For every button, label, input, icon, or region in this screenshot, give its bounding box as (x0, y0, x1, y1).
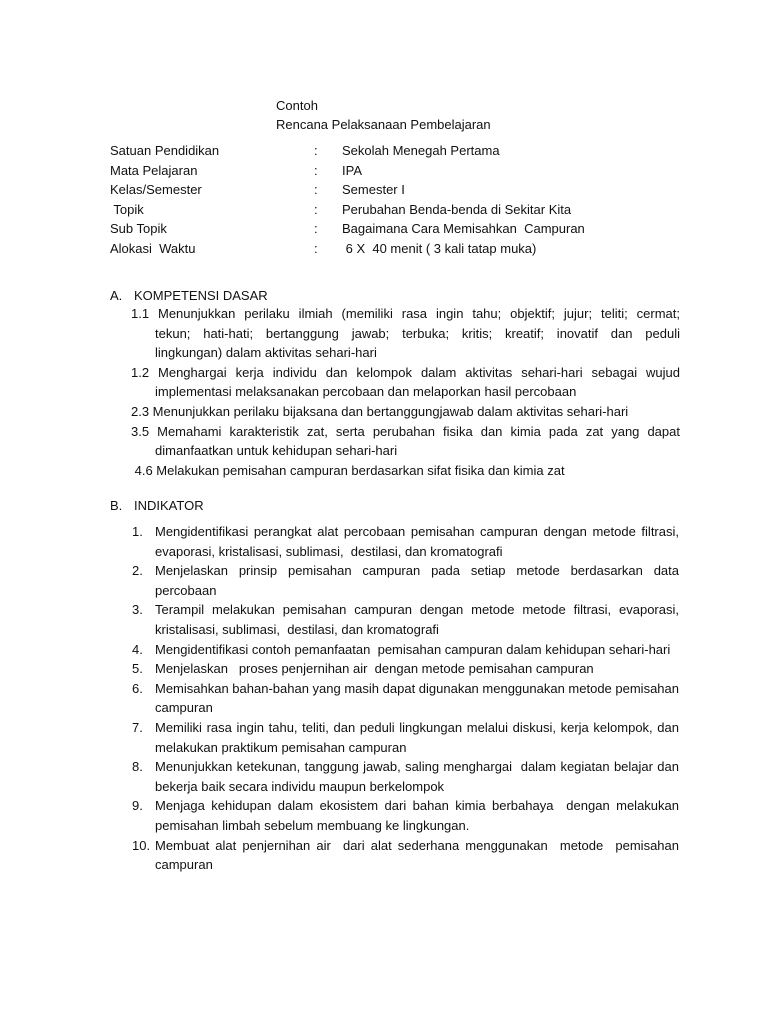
indikator-number: 6. (132, 680, 143, 696)
kompetensi-line: 1.2 Menghargai kerja individu dan kelompok dalam aktivitas sehari-hari sebagai wujud (131, 364, 680, 380)
identity-label: Satuan Pendidikan (110, 143, 220, 158)
identity-row (110, 239, 710, 259)
indikator-line: Menjaga kehidupan dalam ekosistem dari bahan kimia berbahaya dengan melakukan (155, 798, 679, 814)
indikator-text (155, 796, 679, 835)
document-title (276, 96, 491, 134)
kompetensi-item (131, 363, 680, 402)
indikator-item (132, 836, 679, 875)
indikator-item (132, 561, 679, 600)
identity-row (110, 161, 710, 181)
kompetensi-line: lingkungan) dalam aktivitas sehari-hari (155, 345, 377, 361)
identity-row (110, 219, 710, 239)
identity-label: Topik (110, 201, 144, 217)
section-b-title: INDIKATOR (134, 498, 204, 513)
indikator-list (132, 522, 679, 875)
identity-value: IPA (342, 162, 362, 178)
identity-value: 6 X 40 menit ( 3 kali tatap muka) (342, 240, 537, 256)
indikator-line: evaporasi, kristalisasi, sublimasi, destilasi, dan kromatografi (155, 543, 503, 559)
indikator-line: percobaan (155, 582, 217, 598)
identity-table (110, 141, 710, 259)
kompetensi-line: 4.6 Melakukan pemisahan campuran berdasarkan sifat fisika dan kimia zat (131, 462, 565, 478)
indikator-line: Terampil melakukan pemisahan campuran dengan metode metode filtrasi, evaporasi, (155, 602, 679, 618)
indikator-line: Menunjukkan ketekunan, tanggung jawab, saling menghargai dalam kegiatan belajar dan (155, 759, 679, 775)
indikator-text (155, 836, 679, 875)
indikator-line: Mengidentifikasi contoh pemanfaatan pemisahan campuran dalam kehidupan sehari-hari (155, 641, 671, 657)
indikator-line: bekerja baik secara individu maupun berkelompok (155, 778, 445, 794)
indikator-line: Memisahkan bahan-bahan yang masih dapat digunakan menggunakan metode pemisahan (155, 680, 679, 696)
indikator-line: pemisahan limbah sebelum membuang ke lingkungan. (155, 817, 470, 833)
identity-colon: : (314, 182, 318, 198)
kompetensi-dasar-list (131, 304, 680, 480)
kompetensi-line: dimanfaatkan untuk kehidupan sehari-hari (155, 443, 398, 459)
kompetensi-line: 3.5 Memahami karakteristik zat, serta perubahan fisika dan kimia pada zat yang dapat (131, 423, 680, 439)
title-line-1: Contoh (276, 98, 318, 113)
section-a-title: KOMPETENSI DASAR (134, 288, 268, 303)
indikator-text (155, 757, 679, 796)
identity-row (110, 141, 710, 161)
identity-label: Sub Topik (110, 221, 167, 237)
indikator-text (155, 659, 679, 679)
title-line-2: Rencana Pelaksanaan Pembelajaran (276, 117, 491, 132)
indikator-number: 7. (132, 719, 143, 735)
indikator-item (132, 640, 679, 660)
section-b-heading (110, 496, 204, 515)
indikator-line: kristalisasi, sublimasi, destilasi, dan kromatografi (155, 621, 439, 637)
kompetensi-item (131, 402, 680, 422)
kompetensi-line: 1.1 Menunjukkan perilaku ilmiah (memiliki rasa ingin tahu; objektif; jujur; teliti; cermat; (131, 306, 680, 321)
indikator-text (155, 679, 679, 718)
identity-value: Sekolah Menegah Pertama (342, 143, 500, 158)
identity-label: Alokasi Waktu (110, 240, 196, 256)
indikator-number: 10. (132, 837, 151, 853)
indikator-line: campuran (155, 700, 213, 716)
indikator-text (155, 600, 679, 639)
indikator-number: 8. (132, 759, 143, 775)
identity-label: Mata Pelajaran (110, 162, 198, 178)
section-a-heading (110, 286, 268, 305)
indikator-number: 5. (132, 661, 143, 677)
indikator-line: melakukan praktikum pemisahan campuran (155, 739, 407, 755)
indikator-text (155, 718, 679, 757)
identity-value: Perubahan Benda-benda di Sekitar Kita (342, 201, 572, 217)
identity-label: Kelas/Semester (110, 182, 202, 198)
kompetensi-line: tekun; hati-hati; bertanggung jawab; terbuka; kritis; kreatif; inovatif dan peduli (155, 325, 680, 341)
indikator-line: Menjelaskan proses penjernihan air dengan metode pemisahan campuran (155, 661, 594, 677)
indikator-text (155, 561, 679, 600)
indikator-number: 4. (132, 641, 143, 657)
identity-colon: : (314, 240, 318, 256)
identity-colon: : (314, 143, 318, 158)
indikator-number: 1. (132, 524, 143, 539)
indikator-text (155, 640, 679, 660)
indikator-item (132, 659, 679, 679)
section-b-letter: B. (110, 498, 123, 513)
indikator-text (155, 522, 679, 561)
indikator-item (132, 718, 679, 757)
indikator-number: 2. (132, 563, 143, 579)
kompetensi-line: 2.3 Menunjukkan perilaku bijaksana dan bertanggungjawab dalam aktivitas sehari-hari (131, 403, 629, 419)
indikator-number: 9. (132, 798, 143, 814)
indikator-line: Memiliki rasa ingin tahu, teliti, dan peduli lingkungan melalui diskusi, kerja kelompok, dan (155, 719, 679, 735)
identity-row (110, 180, 710, 200)
kompetensi-line: implementasi melaksanakan percobaan dan melaporkan hasil percobaan (155, 384, 577, 400)
kompetensi-item (131, 461, 680, 481)
indikator-item (132, 679, 679, 718)
identity-colon: : (314, 221, 318, 237)
indikator-item (132, 757, 679, 796)
identity-colon: : (314, 162, 318, 178)
indikator-line: Mengidentifikasi perangkat alat percobaan pemisahan campuran dengan metode filtrasi, (155, 524, 679, 539)
indikator-item (132, 522, 679, 561)
identity-colon: : (314, 201, 318, 217)
indikator-number: 3. (132, 602, 143, 618)
indikator-line: Menjelaskan prinsip pemisahan campuran pada setiap metode berdasarkan data (155, 563, 679, 579)
indikator-item (132, 600, 679, 639)
kompetensi-item (131, 422, 680, 461)
section-a-letter: A. (110, 288, 123, 303)
identity-value: Bagaimana Cara Memisahkan Campuran (342, 221, 585, 237)
identity-value: Semester I (342, 182, 405, 198)
indikator-line: campuran (155, 857, 213, 873)
indikator-item (132, 796, 679, 835)
indikator-line: Membuat alat penjernihan air dari alat sederhana menggunakan metode pemisahan (155, 837, 679, 853)
kompetensi-item (131, 304, 680, 363)
identity-row (110, 200, 710, 220)
